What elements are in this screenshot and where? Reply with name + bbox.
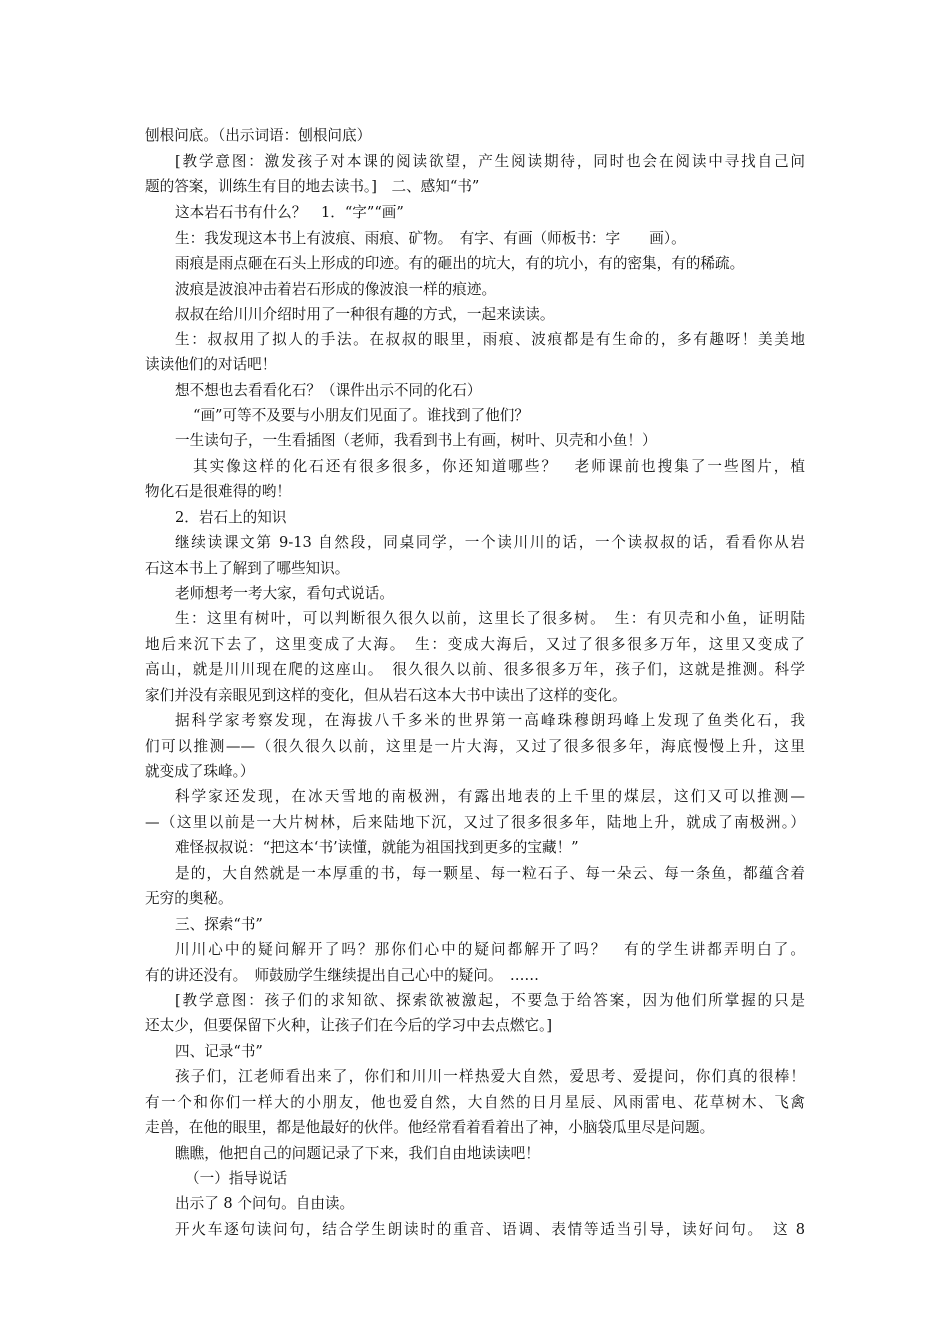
text-line: 有一个和你们一样大的小朋友，他也爱自然，大自然的日月星辰、风雨雷电、花草树木、飞禽 <box>145 1094 805 1111</box>
text-line: 科学家还发现，在冰天雪地的南极洲，有露出地表的上千里的煤层，这们又可以推测— <box>175 788 805 805</box>
text-line: 孩子们，江老师看出来了，你们和川川一样热爱大自然，爱思考、爱提问，你们真的很棒！ <box>175 1068 805 1085</box>
text-line: 生：我发现这本书上有波痕、雨痕、矿物。 有字、有画（师板书：字 画）。 <box>175 230 686 247</box>
text-line: 石这本书上了解到了哪些知识。 <box>145 560 350 577</box>
text-line: 物化石是很难得的哟！ <box>145 483 291 500</box>
text-line: [教学意图：孩子们的求知欲、探索欲被激起，不要急于给答案，因为他们所掌握的只是 <box>175 992 805 1009</box>
text-line: 老师想考一考大家，看句式说话。 <box>175 585 394 602</box>
text-line: 开火车逐句读问句，结合学生朗读时的重音、语调、表情等适当引导，读好问句。 这 8 <box>175 1221 805 1238</box>
text-line: 2．岩石上的知识 <box>175 509 287 526</box>
text-line: 其实像这样的化石还有很多很多，你还知道哪些？ 老师课前也搜集了一些图片，植 <box>193 458 805 475</box>
text-line: 读读他们的对话吧！ <box>145 356 277 373</box>
text-line: 生：这里有树叶，可以判断很久很久以前，这里长了很多树。 生：有贝壳和小鱼，证明陆 <box>175 610 805 627</box>
text-line: 地后来沉下去了，这里变成了大海。 生：变成大海后，又过了很多很多万年，这里又变成了 <box>145 636 805 653</box>
section-heading: 四、记录“书” <box>175 1043 263 1060</box>
text-line: 刨根问底。（出示词语：刨根问底） <box>145 127 372 144</box>
text-line: 难怪叔叔说：“把这本‘书’读懂，就能为祖国找到更多的宝藏！” <box>175 839 579 856</box>
text-line: 出示了 8 个问句。自由读。 <box>175 1195 355 1212</box>
text-line: 川川心中的疑问解开了吗？那你们心中的疑问都解开了吗？ 有的学生讲都弄明白了。 <box>175 941 805 958</box>
text-line: 据科学家考察发现，在海拔八千多米的世界第一高峰珠穆朗玛峰上发现了鱼类化石，我 <box>175 712 805 729</box>
text-line: —（这里以前是一大片树林，后来陆地下沉，又过了很多很多年，陆地上升，就成了南极洲。） <box>145 814 805 831</box>
text-line: 继续读课文第 9-13 自然段，同桌同学，一个读川川的话，一个读叔叔的话，看看你从岩 <box>175 534 805 551</box>
text-line: 家们并没有亲眼见到这样的变化，但从岩石这本大书中读出了这样的变化。 <box>145 687 627 704</box>
text-line: 想不想也去看看化石？（课件出示不同的化石） <box>175 382 482 399</box>
section-heading: 三、探索“书” <box>175 916 263 933</box>
text-line: 生：叔叔用了拟人的手法。在叔叔的眼里，雨痕、波痕都是有生命的，多有趣呀！美美地 <box>175 331 805 348</box>
text-line: 波痕是波浪冲击着岩石形成的像波浪一样的痕迹。 <box>175 281 497 298</box>
text-line: 这本岩石书有什么？ 1．“字”“画” <box>175 204 404 221</box>
subsection-heading: （一）指导说话 <box>185 1170 288 1187</box>
text-line: 就变成了珠峰。） <box>145 763 255 780</box>
text-line: 们可以推测——（很久很久以前，这里是一片大海，又过了很多很多年，海底慢慢上升，这里 <box>145 738 805 755</box>
text-line: 一生读句子，一生看插图（老师，我看到书上有画，树叶、贝壳和小鱼！） <box>175 432 657 449</box>
text-line: 还太少，但要保留下火种，让孩子们在今后的学习中去点燃它。] <box>145 1017 553 1034</box>
text-line: “画”可等不及要与小朋友们见面了。谁找到了他们？ <box>193 407 529 424</box>
text-line: 叔叔在给川川介绍时用了一种很有趣的方式，一起来读读。 <box>175 306 555 323</box>
text-line: 有的讲还没有。 师鼓励学生继续提出自己心中的疑问。 …… <box>145 967 540 984</box>
text-line: [教学意图：激发孩子对本课的阅读欲望，产生阅读期待，同时也会在阅读中寻找自己问 <box>175 153 805 170</box>
text-line: 走兽，在他的眼里，都是他最好的伙伴。他经常看着看着出了神，小脑袋瓜里尽是问题。 <box>145 1119 715 1136</box>
text-line: 瞧瞧，他把自己的问题记录了下来，我们自由地读读吧！ <box>175 1145 540 1162</box>
text-line: 题的答案，训练生有目的地去读书。] 二、感知“书” <box>145 178 480 195</box>
text-line: 无穷的奥秘。 <box>145 890 233 907</box>
text-line: 是的，大自然就是一本厚重的书，每一颗星、每一粒石子、每一朵云、每一条鱼，都蕴含着 <box>175 865 805 882</box>
text-line: 高山，就是川川现在爬的这座山。 很久很久以前、很多很多万年，孩子们，这就是推测。科学 <box>145 661 805 678</box>
text-line: 雨痕是雨点砸在石头上形成的印迹。有的砸出的坑大，有的坑小，有的密集，有的稀疏。 <box>175 255 745 272</box>
